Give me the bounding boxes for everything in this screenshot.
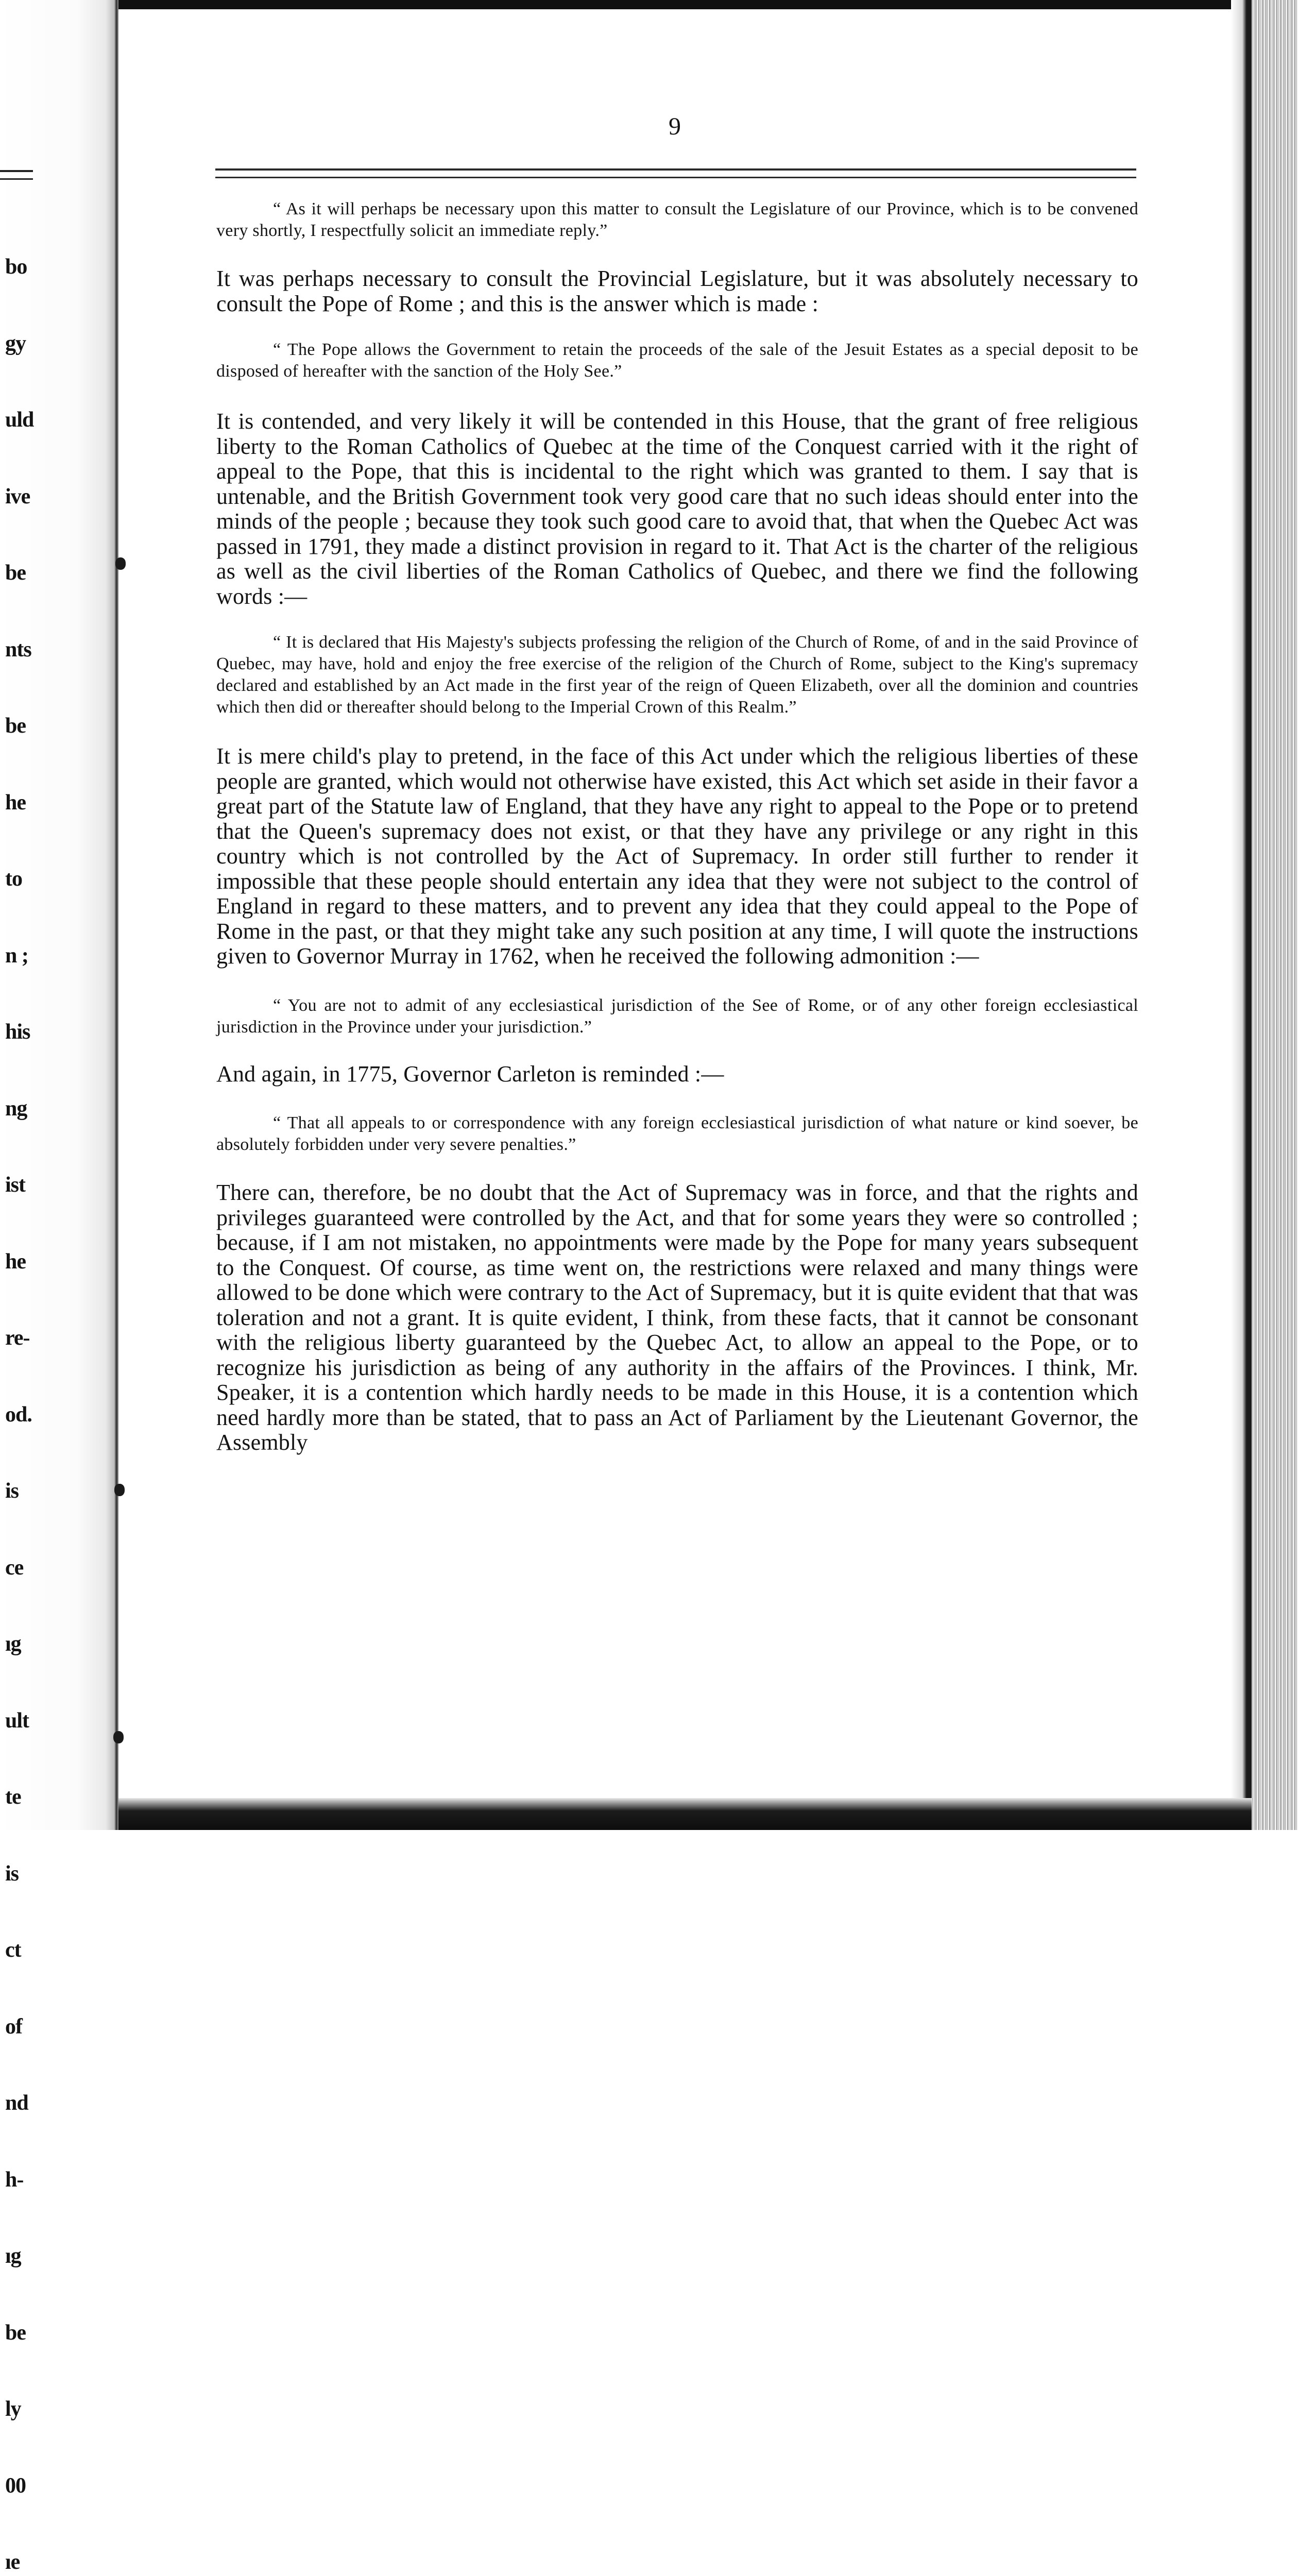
binding-hole — [115, 557, 126, 570]
quotation: “ The Pope allows the Government to retain the proceeds of the sale of the Jesuit Estates as a special deposit to be disposed of hereafter with the sanction of the Holy See.” — [216, 340, 1138, 381]
facing-line: ive — [5, 484, 30, 509]
facing-page-fragments — [5, 204, 103, 2576]
facing-line: ıe — [5, 2550, 20, 2574]
facing-line: be — [5, 714, 26, 738]
paragraph: It is mere child's play to pretend, in the face of this Act under which the religious liberties of these people are granted, which would not otherwise have existed, this Act which set aside in their favor a great part of the Statute law of England, that they have any right to appeal to the Pope or to pretend that the Queen's supremacy does not exist, or that they have any privilege or any right in this country which is not controlled by the Act of Supremacy. In order still further to render it impossible that these people should entertain any idea that they were not subject to the control of England in regard to these matters, and to prevent any idea that they could appeal to the Pope of Rome in the past, or that they might take any such position at any time, I will quote the instructions given to Governor Murray in 1762, when he received the following admonition :— — [216, 743, 1138, 969]
facing-line: nts — [5, 637, 31, 662]
paragraph: There can, therefore, be no doubt that the Act of Supremacy was in force, and that the rights and privileges guaranteed were controlled by the Act, and that for some years they were so controlled ; because, if I am not mistaken, no appointments were made by the Pope for many years subsequent to the Conquest. Of course, as time went on, the restrictions were relaxed and many things were allowed to be done which were contrary to the Act of Supremacy, but it is quite evident that that was toleration and not a grant. It is quite evident, I think, from these facts, that it cannot be consonant with the religious liberty guaranteed by the Quebec Act, to allow an appeal to the Pope, or to recognize his jurisdiction as being of any authority in the affairs of the Provinces. I think, Mr. Speaker, it is a contention which hardly needs to be made in this House, it is a contention which need hardly more than be stated, that to pass an Act of Parliament by the Lieutenant Governor, the Assembly — [216, 1180, 1138, 1455]
paragraph: It was perhaps necessary to consult the Provincial Legislature, but it was absolutely necessary to consult the Pope of Rome ; and this is the answer which is made : — [216, 266, 1138, 316]
page-stack-edge — [1252, 0, 1298, 1830]
paragraph: It is contended, and very likely it will be contended in this House, that the grant of free religious liberty to the Roman Catholics of Quebec at the time of the Conquest carried with it the right of appeal to the Pope, that this is incidental to the right which was granted to them. I say that is untenable, and the British Government took very good care that no such ideas should enter into the minds of the people ; because they took such good care to avoid that, that when the Quebec Act was passed in 1791, they made a distinct provision in regard to it. That Act is the charter of the religious as well as the civil liberties of the Roman Catholics of Quebec, and there we find the following words :— — [216, 409, 1138, 609]
facing-line: n ; — [5, 943, 28, 968]
scan-border-bottom — [118, 1798, 1252, 1830]
facing-line: ıg — [5, 2244, 21, 2268]
binding-hole — [113, 1731, 124, 1743]
header-double-rule — [215, 168, 1136, 178]
facing-line: bo — [5, 255, 27, 279]
facing-line: ult — [5, 1708, 29, 1733]
facing-line: gy — [5, 331, 26, 355]
facing-line: uld — [5, 408, 34, 432]
binding-hole — [114, 1484, 125, 1496]
facing-line: od. — [5, 1402, 32, 1427]
facing-line: re- — [5, 1326, 30, 1350]
page-number: 9 — [669, 113, 681, 140]
facing-line: ce — [5, 1555, 24, 1580]
scan-border-top — [118, 0, 1252, 9]
facing-line: 00 — [5, 2473, 26, 2498]
quotation: “ You are not to admit of any ecclesiastical jurisdiction of the See of Rome, or of any other foreign ecclesiastical jurisdiction in the Province under your jurisdiction.” — [216, 995, 1138, 1037]
facing-line: be — [5, 561, 26, 585]
facing-line: h- — [5, 2167, 24, 2192]
page-body — [216, 198, 1138, 1455]
facing-line: is — [5, 1479, 19, 1503]
facing-line: ist — [5, 1173, 25, 1197]
facing-line: ng — [5, 1096, 27, 1121]
quotation: “ As it will perhaps be necessary upon this matter to consult the Legislature of our Province, which is to be convened very shortly, I respectfully solicit an immediate reply.” — [216, 199, 1138, 240]
facing-page-rule — [0, 170, 33, 180]
paragraph: And again, in 1775, Governor Carleton is reminded :— — [216, 1061, 724, 1087]
facing-line: his — [5, 1020, 30, 1044]
facing-line: ly — [5, 2397, 21, 2421]
facing-line: to — [5, 867, 22, 891]
facing-line: of — [5, 2014, 22, 2039]
quotation: “ That all appeals to or correspondence with any foreign ecclesiastical jurisdiction of what nature or kind soever, be absolutely forbidden under very severe penalties.” — [216, 1113, 1138, 1154]
facing-line: te — [5, 1785, 21, 1809]
facing-line: be — [5, 2320, 26, 2345]
facing-line: is — [5, 1861, 19, 1886]
facing-line: ıg — [5, 1632, 21, 1656]
facing-line: nd — [5, 2091, 28, 2115]
facing-line: he — [5, 1249, 26, 1274]
quotation: “ It is declared that His Majesty's subjects professing the religion of the Church of Rome, of and in the said Province of Quebec, may have, hold and enjoy the free exercise of the religion of the Church of Rome, subject to the King's supremacy declared and established by an Act made in the first year of the reign of Queen Elizabeth, over all the dominion and countries which then did or thereafter should belong to the Imperial Crown of this Realm.” — [216, 633, 1138, 717]
facing-line: ct — [5, 1938, 21, 1962]
facing-line: he — [5, 790, 26, 815]
binding-shadow-right — [1231, 0, 1252, 1830]
